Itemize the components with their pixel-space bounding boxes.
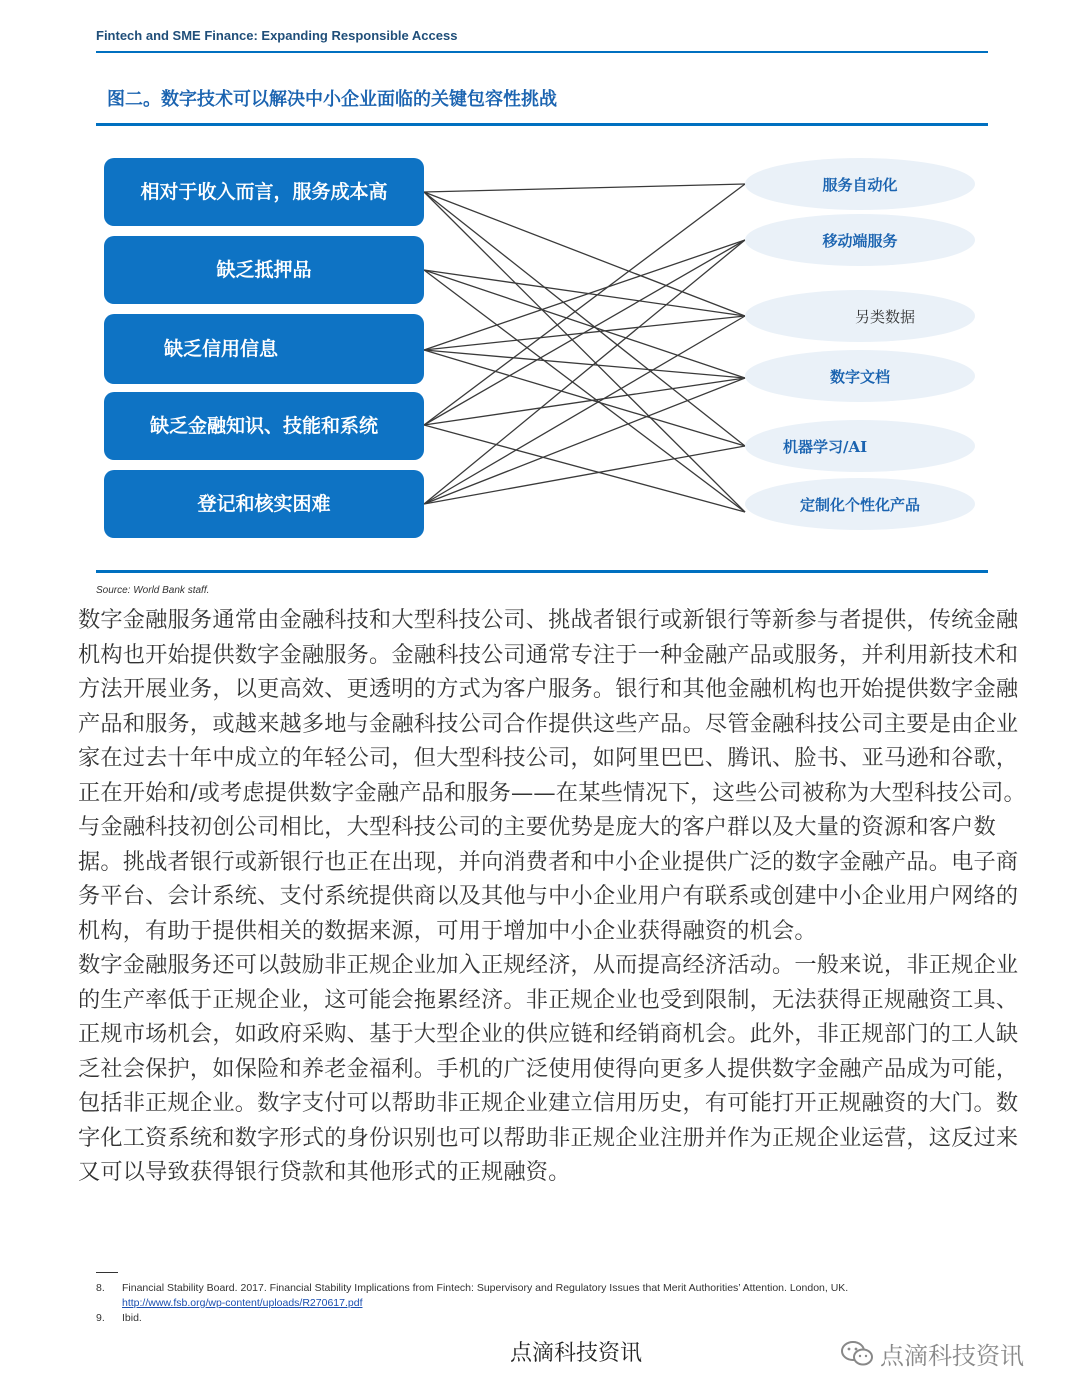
figure-title: 图二。数字技术可以解决中小企业面临的关键包容性挑战 [107, 89, 557, 110]
link-line [424, 270, 745, 316]
figure-bottom-rule [96, 570, 988, 573]
challenge-label: 缺乏抵押品 [216, 259, 312, 281]
solution-label: 定制化个性化产品 [799, 495, 920, 514]
footnote-number: 8. [96, 1282, 105, 1294]
link-line [424, 184, 745, 425]
solution-ml-ai [745, 420, 975, 472]
link-line [424, 184, 745, 192]
challenge-label: 相对于收入而言，服务成本高 [140, 181, 388, 203]
link-line [424, 425, 745, 512]
paragraph: 数字金融服务通常由金融科技和大型科技公司、挑战者银行或新银行等新参与者提供，传统金融机构也开始提供数字金融服务。金融科技公司通常专注于一种金融产品或服务，并利用新技术和方法开展业务，以更高效、更透明的方式为客户服务。银行和其他金融机构也开始提供数字金融产品和服务，或越来越多地与金融科技公司合作提供这些产品。尽管金融科技公司主要是由企业家在过去十年中成立的年轻公司，但大型科技公司，如阿里巴巴、腾讯、脸书、亚马逊和谷歌，正在开始和/或考虑提供数字金融产品和服务——在某些情况下，这些公司被称为大型科技公司。与金融科技初创公司相比，大型科技公司的主要优势是庞大的客户群以及大量的资源和客户数据。挑战者银行或新银行也正在出现，并向消费者和中小企业提供广泛的数字金融产品。电子商务平台、会计系统、支付系统提供商以及其他与中小企业用户有联系或创建中小企业用户网络的机构，有助于提供相关的数据来源，可用于增加中小企业获得融资的机会。 [78, 607, 1026, 944]
challenge-box-registration [104, 470, 424, 538]
footnote-link[interactable]: http://www.fsb.org/wp-content/uploads/R270617.pdf [122, 1297, 363, 1309]
link-line [424, 192, 745, 316]
challenge-label: 登记和核实困难 [197, 493, 331, 515]
running-header: Fintech and SME Finance: Expanding Responsible Access [96, 28, 458, 43]
paragraph: 数字金融服务还可以鼓励非正规企业加入正规经济，从而提高经济活动。一般来说，非正规企业的生产率低于正规企业，这可能会拖累经济。非正规企业也受到限制，无法获得正规融资工具、正规市场机会，如政府采购、基于大型企业的供应链和经销商机会。此外，非正规部门的工人缺乏社会保护，如保险和养老金福利。手机的广泛使用使得向更多人提供数字金融产品成为可能，包括非正规企业。数字支付可以帮助非正规企业建立信用历史，有可能打开正规融资的大门。数字化工资系统和数字形式的身份识别也可以帮助非正规企业注册并作为正规企业运营，这反过来又可以导致获得银行贷款和其他形式的正规融资。 [78, 952, 1019, 1185]
footnote-9 [96, 1312, 142, 1324]
solution-alternative-data [745, 290, 975, 342]
body-text [78, 603, 1033, 1190]
wechat-icon [840, 1340, 874, 1368]
challenge-box-cost [104, 158, 424, 226]
link-line [424, 192, 745, 446]
footnote-8-link[interactable] [122, 1297, 362, 1309]
challenge-box-collateral [104, 236, 424, 304]
footer-source-name: 点滴科技资讯 [510, 1341, 643, 1366]
wechat-watermark [840, 1336, 1024, 1371]
solution-mobile [745, 214, 975, 266]
challenge-label: 缺乏金融知识、技能和系统 [149, 415, 378, 437]
footnote-rule [96, 1272, 118, 1273]
footnote-text: Ibid. [122, 1312, 142, 1324]
challenge-box-financial-literacy [104, 392, 424, 460]
solution-label: 服务自动化 [822, 175, 898, 194]
link-line [424, 378, 745, 425]
solution-label: 移动端服务 [822, 231, 898, 250]
solution-label: 另类数据 [854, 307, 915, 326]
footnote-text: Financial Stability Board. 2017. Financial Stability Implications from Fintech: Supervisory and Regulatory Issues that Merit Authorities’ Attention. London, UK. [122, 1282, 849, 1294]
solution-customized [745, 478, 975, 530]
solution-label: 数字文档 [829, 367, 890, 386]
challenge-label: 缺乏信用信息 [164, 338, 279, 360]
solution-automation [745, 158, 975, 210]
solution-digital-docs [745, 350, 975, 402]
link-line [424, 270, 745, 378]
footnote-8 [96, 1282, 848, 1294]
watermark-text: 点滴科技资讯 [880, 1342, 1024, 1370]
figure-source: Source: World Bank staff. [96, 585, 210, 596]
footnote-number: 9. [96, 1312, 105, 1324]
challenge-box-credit-info [104, 314, 424, 384]
solution-label: 机器学习/AI [783, 437, 868, 456]
